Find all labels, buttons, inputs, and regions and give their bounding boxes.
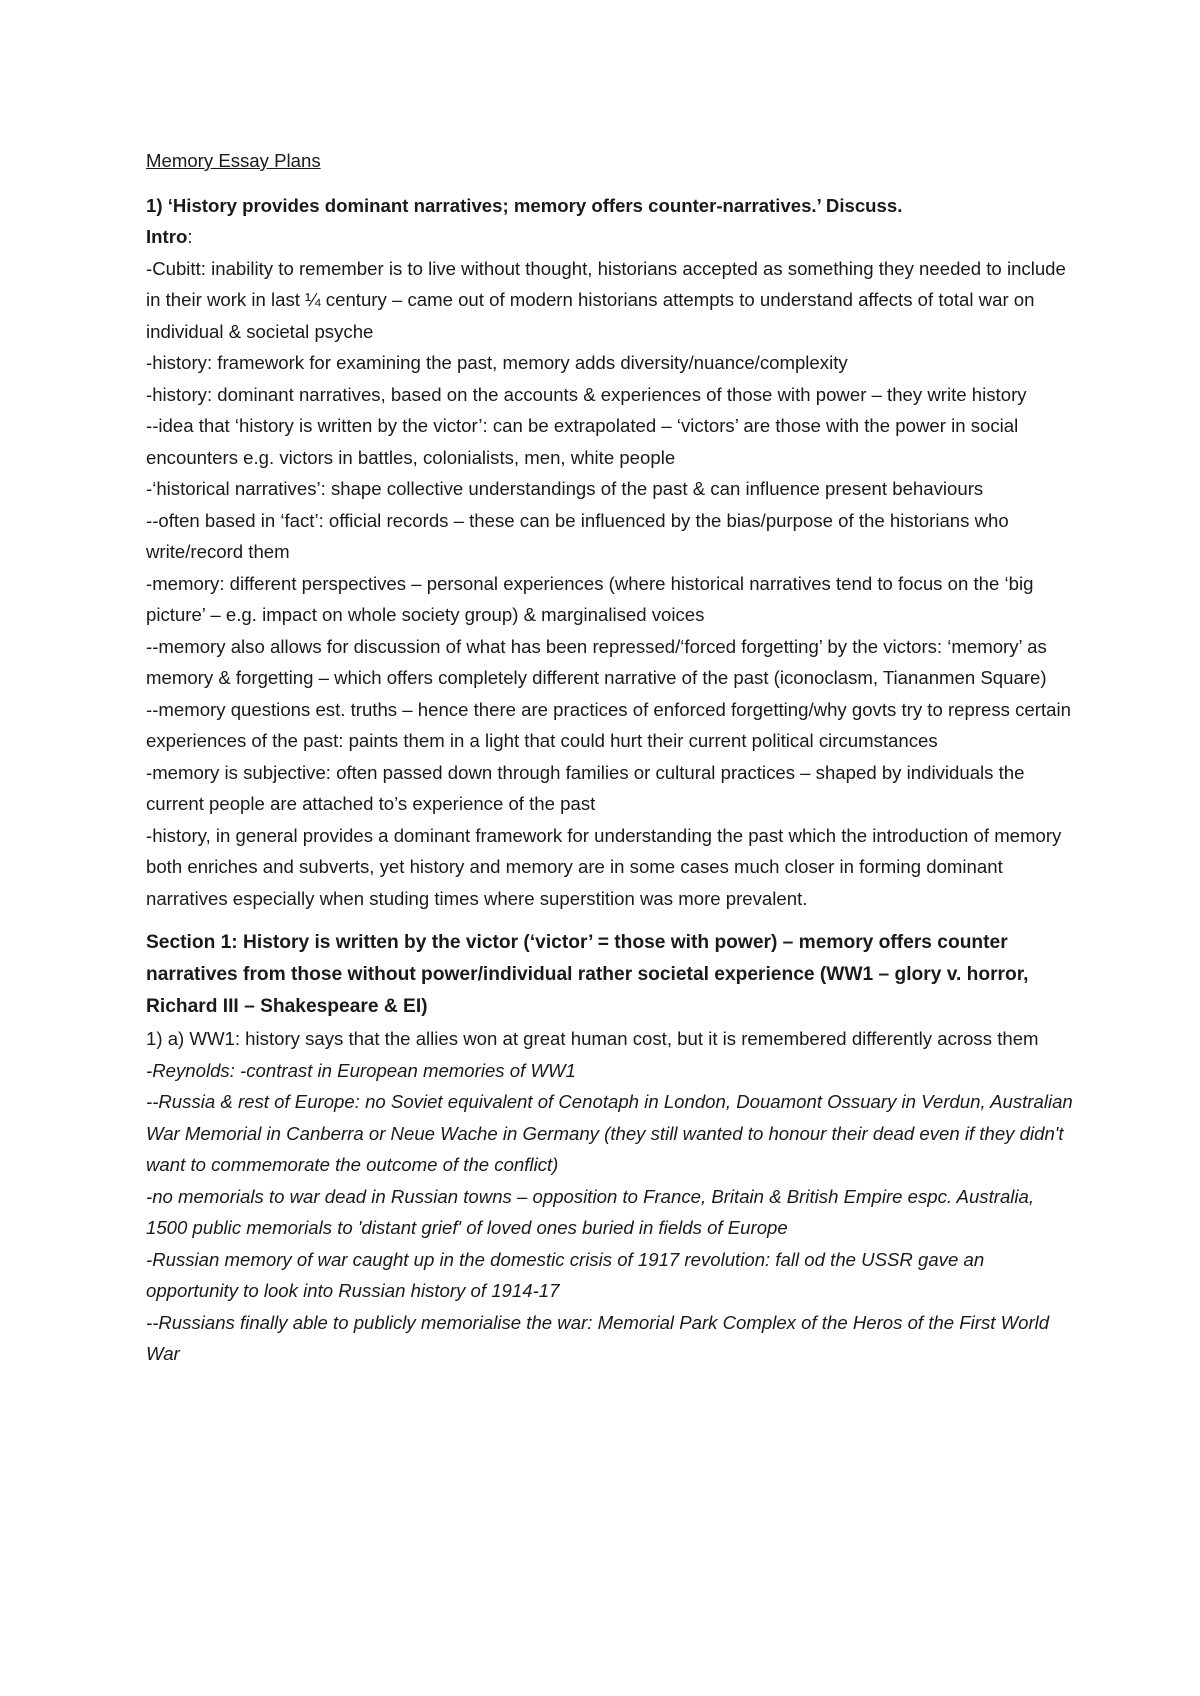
section-1-heading: Section 1: History is written by the victor (‘victor’ = those with power) – memory offers counter narratives from those without power/individual rather societal experience (WW1 – glory v. horror, Richard III – Shakespeare & EI) — [146, 932, 1029, 1017]
intro-point: --memory questions est. truths – hence there are practices of enforced forgetting/why govts try to repress certain experiences of the past: paints them in a light that could hurt their current political circumstances — [146, 698, 1071, 751]
intro-point: -Cubitt: inability to remember is to live without thought, historians accepted as something they needed to include in their work in last ¼ century – came out of modern historians attempts to understand affects of total war on individual & societal psyche — [146, 257, 1066, 342]
intro-points — [146, 253, 1076, 915]
intro-heading — [146, 221, 1076, 253]
intro-point: -history: framework for examining the past, memory adds diversity/nuance/complexity — [146, 352, 848, 373]
section-1-point: --Russia & rest of Europe: no Soviet equivalent of Cenotaph in London, Douamont Ossuary in Verdun, Australian War Memorial in Canberra or Neue Wache in Germany (they still wanted to honour their dead even if they didn't want to commemorate the outcome of the conflict) — [146, 1091, 1073, 1175]
intro-point: -memory is subjective: often passed down through families or cultural practices – shaped by individuals the current people are attached to’s experience of the past — [146, 761, 1025, 814]
intro-label-suffix: : — [187, 226, 193, 247]
section-1-point: -Russian memory of war caught up in the domestic crisis of 1917 revolution: fall od the USSR gave an opportunity to look into Russian history of 1914-17 — [146, 1248, 985, 1301]
document-title: Memory Essay Plans — [146, 150, 321, 171]
document-page — [146, 145, 1076, 1370]
intro-label: Intro — [146, 226, 188, 247]
section-1-point: -Reynolds: -contrast in European memories of WW1 — [146, 1059, 576, 1081]
section-1-intro: 1) a) WW1: history says that the allies won at great human cost, but it is remembered differently across them — [146, 1028, 1039, 1049]
section-1-point: --Russians finally able to publicly memorialise the war: Memorial Park Complex of the Heros of the First World War — [146, 1311, 1050, 1364]
essay-question: 1) ‘History provides dominant narratives; memory offers counter-narratives.’ Discuss. — [146, 194, 903, 216]
intro-point: --often based in ‘fact’: official records – these can be influenced by the bias/purpose of the historians who write/record them — [146, 509, 1009, 562]
intro-point: --idea that ‘history is written by the victor’: can be extrapolated – ‘victors’ are those with the power in social encounters e.g. victors in battles, colonialists, men, white people — [146, 415, 1019, 468]
intro-point: -history, in general provides a dominant framework for understanding the past which the introduction of memory both enriches and subverts, yet history and memory are in some cases much closer in forming dominant narratives especially when studing times where superstition was more prevalent. — [146, 824, 1062, 909]
section-1-point: -no memorials to war dead in Russian towns – opposition to France, Britain & British Empire espc. Australia, 1500 public memorials to 'distant grief' of loved ones buried in fields of Europe — [146, 1185, 1035, 1238]
intro-point: -history: dominant narratives, based on the accounts & experiences of those with power – they write history — [146, 383, 1027, 405]
intro-point: -‘historical narratives’: shape collective understandings of the past & can influence present behaviours — [146, 478, 984, 499]
intro-point: --memory also allows for discussion of what has been repressed/‘forced forgetting’ by the victors: ‘memory’ as memory & forgetting – which offers completely different narrative of the past (iconoclasm, Tiananmen Square) — [146, 635, 1047, 688]
intro-point: -memory: different perspectives – personal experiences (where historical narratives tend to focus on the ‘big picture’ – e.g. impact on whole society group) & marginalised voices — [146, 572, 1034, 625]
section-1-points — [146, 1055, 1076, 1370]
